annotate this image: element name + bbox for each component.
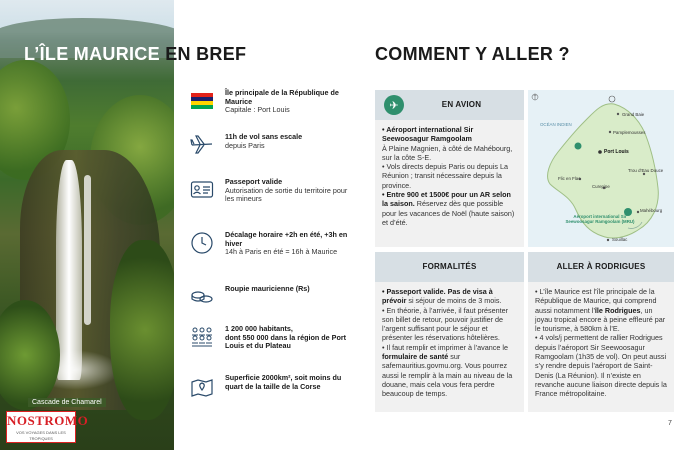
- left-heading: [24, 44, 246, 65]
- fact-title: 1 200 000 habitants,: [225, 324, 293, 333]
- fact-title: Décalage horaire +2h en été, +3h en hiver: [225, 230, 348, 248]
- clock-icon: [190, 231, 214, 255]
- formalites-panel-header: [375, 252, 524, 282]
- rodrigues-p1-a: • L’île Maurice est l’île principale de la République de Maurice, qui comprend aussi notamment l’: [535, 287, 657, 315]
- rodrigues-body: [535, 287, 667, 399]
- page-number: 7: [668, 420, 672, 427]
- fact-text: Capitale : Port Louis: [225, 105, 290, 115]
- formalites-p1-text: si séjour de moins de 3 mois.: [406, 296, 502, 306]
- price-bold: • Entre 900 et 1500€ pour un AR selon la saison.: [382, 190, 511, 209]
- avion-panel: [375, 90, 524, 247]
- price-text: Réservez dès que possible pour les vacances de Noël (haute saison) et d’été.: [382, 199, 515, 227]
- coins-icon: [190, 285, 214, 309]
- formalites-p1-bold: • Passeport valide. Pas de visa à prévoir: [382, 287, 493, 306]
- fact-item: [190, 133, 355, 157]
- fact-item: [190, 285, 355, 309]
- rodrigues-title: ALLER À RODRIGUES: [556, 262, 646, 271]
- fact-item: [190, 178, 355, 204]
- place-label: Mahébourg: [640, 208, 663, 213]
- place-label: Souillac: [612, 237, 628, 242]
- fact-title: Île principale de la République de Maurice: [225, 88, 339, 106]
- logo-name: NOSTROMO: [7, 413, 89, 428]
- formalites-p3-a: • Il faut remplir et imprimer à l’avance le: [382, 342, 508, 352]
- airport-text: À Plaine Magnien, à côté de Mahébourg, sur la côte S-E.: [382, 143, 513, 162]
- place-label: Flic en Flac: [558, 176, 581, 181]
- airport-label: Aéroport international Sir Seewoosagur Ramgoolam (MRU): [565, 214, 635, 224]
- place-label: Trou d’Eau Douce: [628, 168, 664, 173]
- fact-text: depuis Paris: [225, 140, 265, 150]
- flag-icon: [190, 89, 214, 113]
- fact-item: [190, 325, 355, 351]
- rodrigues-p1-b: , un joyau tropical encore à peine effleuré par le tourisme, à 580km à l’E.: [535, 305, 666, 334]
- map-pin-icon: [190, 374, 214, 398]
- fact-title: Superficie 2000km², soit moins du quart de la taille de la Corse: [225, 373, 342, 391]
- left-heading-part1: L’ÎLE MAURICE: [24, 44, 160, 64]
- fact-title: 11h de vol sans escale: [225, 132, 303, 141]
- avion-panel-header: [375, 90, 524, 120]
- photo-caption: Cascade de Chamarel: [28, 398, 106, 407]
- place-label: Pamplemousses: [613, 130, 646, 135]
- place-label: Curepipe: [592, 184, 610, 189]
- place-label: Grand Baie: [622, 112, 645, 117]
- rodrigues-panel-header: [528, 252, 674, 282]
- mauritius-map: [528, 90, 674, 247]
- right-heading: COMMENT Y ALLER ?: [375, 44, 570, 64]
- nostromo-logo: [6, 411, 89, 443]
- fact-item: [190, 231, 355, 257]
- formalites-p3-bold: formulaire de santé: [382, 352, 449, 362]
- fact-item: [190, 89, 355, 115]
- ocean-label: OCÉAN INDIEN: [540, 122, 572, 127]
- fact-title: Passeport valide: [225, 177, 283, 186]
- formalites-p3-b: sur safemauritius.govmu.org. Vous pourrez aussi le remplir à la main au niveau de la douane, mais cela vous fera perdre beaucoup de temps.: [382, 352, 513, 399]
- logo-tagline: VOS VOYAGES DANS LES TROPIQUES: [16, 430, 66, 441]
- formalites-p2: • En théorie, à l’arrivée, il faut présenter son billet de retour, pouvoir justifier de l’argent suffisant pour le séjour et présenter les réservations hôtelières.: [382, 305, 508, 343]
- avion-title: EN AVION: [441, 100, 482, 109]
- passport-icon: [190, 178, 214, 202]
- airport-title: • Aéroport international Sir Seewoosagur Ramgoolam: [382, 125, 474, 144]
- rodrigues-panel: [528, 252, 674, 412]
- place-label: Port Louis: [604, 149, 629, 155]
- flights-text: • Vols directs depuis Paris ou depuis La Réunion ; transit nécessaire depuis la province.: [382, 162, 508, 190]
- formalites-panel: [375, 252, 524, 412]
- formalites-title: FORMALITÉS: [422, 262, 477, 271]
- fact-text: dont 550 000 dans la région de Port Louis et du Plateau: [225, 332, 347, 351]
- fact-item: [190, 374, 355, 398]
- fact-text: Autorisation de sortie du territoire pour les mineurs: [225, 185, 348, 204]
- rodrigues-p2: • 4 vols/j permettent de rallier Rodrigues depuis l’aéroport Sir Seewoosagur Ramgoolam (1h35 de vol). On peut aussi s’y rendre depuis l’aéroport de Saint-Denis (La Réunion). Il n’existe en revanche aucune liaison directe depuis la France métropolitaine.: [535, 333, 667, 399]
- formalites-body: [382, 287, 517, 399]
- waterfall-photo: [0, 0, 174, 450]
- fact-text: 14h à Paris en été = 16h à Maurice: [225, 247, 338, 257]
- plane-icon: [190, 133, 214, 157]
- plane-icon: ✈: [384, 95, 404, 115]
- fact-title: Roupie mauricienne (Rs): [225, 284, 310, 293]
- rodrigues-p1-bold: île Rodrigues: [594, 305, 641, 315]
- people-icon: [190, 325, 214, 349]
- left-heading-part2: EN BREF: [159, 44, 247, 64]
- avion-body: [382, 125, 517, 227]
